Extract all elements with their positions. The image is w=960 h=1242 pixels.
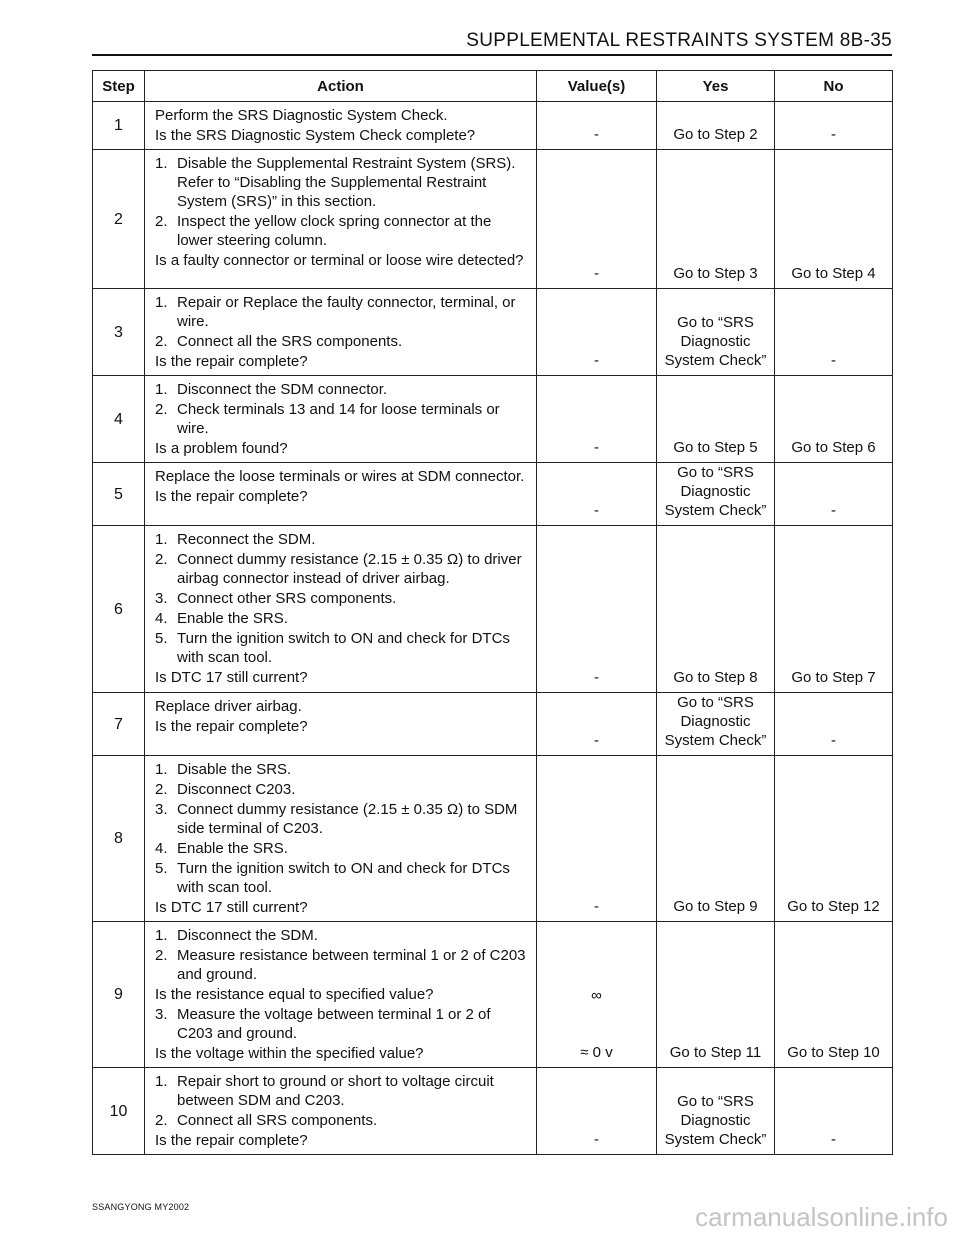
yes-action-text: Go to “SRS Diagnostic System Check” <box>664 464 767 519</box>
action-step-number: 3. <box>155 590 168 607</box>
action-question: Is the resistance equal to specified value? <box>155 986 434 1003</box>
action-cell <box>145 693 537 756</box>
yes-action-text: Go to “SRS Diagnostic System Check” <box>664 1093 767 1148</box>
action-step-number: 1. <box>155 761 168 778</box>
value-cell <box>537 756 657 922</box>
action-step-text: Connect dummy resistance (2.15 ± 0.35 Ω) to driver airbag connector instead of driver airbag. <box>177 551 522 587</box>
no-cell <box>775 376 893 463</box>
action-step-number: 4. <box>155 840 168 857</box>
yes-action-text: Go to Step 5 <box>673 439 758 456</box>
action-step-item <box>155 1111 530 1130</box>
action-question: Is the repair complete? <box>155 718 308 735</box>
yes-cell <box>657 463 775 526</box>
action-step-number: 2. <box>155 333 168 350</box>
step-number: 1 <box>93 102 145 150</box>
action-step-item <box>155 800 530 838</box>
table-row <box>93 526 893 693</box>
action-step-text: Turn the ignition switch to ON and check for DTCs with scan tool. <box>177 630 510 666</box>
step-number: 6 <box>93 526 145 693</box>
value-cell <box>537 289 657 376</box>
action-cell <box>145 102 537 150</box>
action-step-text: Enable the SRS. <box>177 610 288 627</box>
no-action-text: Go to Step 7 <box>791 669 876 686</box>
action-cell <box>145 150 537 289</box>
diagnostic-table <box>92 70 893 1155</box>
action-step-text: Enable the SRS. <box>177 840 288 857</box>
column-header-yes: Yes <box>657 71 775 102</box>
action-step-item <box>155 550 530 588</box>
step-number: 9 <box>93 922 145 1068</box>
action-step-number: 1. <box>155 1073 168 1090</box>
table-row <box>93 1068 893 1155</box>
yes-action-text: Go to “SRS Diagnostic System Check” <box>664 694 767 749</box>
yes-cell <box>657 693 775 756</box>
no-action-text: Go to Step 12 <box>787 898 880 915</box>
value-text: - <box>594 732 599 749</box>
column-header-step: Step <box>93 71 145 102</box>
action-step-item <box>155 1005 530 1043</box>
action-cell <box>145 376 537 463</box>
value-text: ∞ <box>591 987 602 1004</box>
yes-cell <box>657 526 775 693</box>
value-text: - <box>594 352 599 369</box>
action-question: Is the repair complete? <box>155 353 308 370</box>
action-step-number: 2. <box>155 947 168 964</box>
step-number: 2 <box>93 150 145 289</box>
action-step-number: 5. <box>155 630 168 647</box>
action-step-text: Reconnect the SDM. <box>177 531 316 548</box>
yes-action-text: Go to Step 9 <box>673 898 758 915</box>
table-body <box>93 102 893 1155</box>
action-step-text: Measure resistance between terminal 1 or 2 of C203 and ground. <box>177 947 526 983</box>
action-cell <box>145 289 537 376</box>
action-step-text: Disable the SRS. <box>177 761 292 778</box>
action-step-item <box>155 530 530 549</box>
action-step-item <box>155 332 530 351</box>
action-step-item <box>155 839 530 858</box>
action-step-item <box>155 780 530 799</box>
action-step-number: 3. <box>155 1006 168 1023</box>
yes-action-text: Go to Step 3 <box>673 265 758 282</box>
value-text: - <box>594 669 599 686</box>
footer-brand: SSANGYONG MY2002 <box>92 1202 190 1212</box>
action-step-number: 2. <box>155 781 168 798</box>
step-number: 8 <box>93 756 145 922</box>
no-cell <box>775 1068 893 1155</box>
value-text: - <box>594 898 599 915</box>
no-action-text: - <box>831 352 836 369</box>
column-header-values: Value(s) <box>537 71 657 102</box>
value-cell <box>537 463 657 526</box>
step-number: 3 <box>93 289 145 376</box>
action-step-item <box>155 609 530 628</box>
action-step-item <box>155 212 530 250</box>
table-row <box>93 376 893 463</box>
action-step-text: Disconnect C203. <box>177 781 296 798</box>
no-cell <box>775 756 893 922</box>
table-header-row <box>93 71 893 102</box>
action-step-number: 1. <box>155 294 168 311</box>
action-step-text: Measure the voltage between terminal 1 or 2 of C203 and ground. <box>177 1006 491 1042</box>
action-step-text: Repair short to ground or short to voltage circuit between SDM and C203. <box>177 1073 494 1109</box>
action-question: Is DTC 17 still current? <box>155 899 308 916</box>
value-cell <box>537 1068 657 1155</box>
action-step-number: 1. <box>155 531 168 548</box>
value-cell <box>537 376 657 463</box>
action-step-text: Connect all SRS components. <box>177 1112 378 1129</box>
header-rule <box>92 54 892 56</box>
value-text: - <box>594 126 599 143</box>
action-step-text: Disconnect the SDM. <box>177 927 318 944</box>
action-step-text: Inspect the yellow clock spring connector at the lower steering column. <box>177 213 492 249</box>
action-step-item <box>155 589 530 608</box>
no-cell <box>775 463 893 526</box>
table-row <box>93 756 893 922</box>
no-action-text: - <box>831 1131 836 1148</box>
action-question: Is the repair complete? <box>155 488 308 505</box>
value-spacer <box>540 1005 653 1043</box>
value-cell <box>537 102 657 150</box>
action-step-number: 5. <box>155 860 168 877</box>
column-header-no: No <box>775 71 893 102</box>
action-question: Replace driver airbag. <box>155 698 302 715</box>
action-step-text: Connect other SRS components. <box>177 590 397 607</box>
yes-action-text: Go to Step 8 <box>673 669 758 686</box>
action-question: Is the repair complete? <box>155 1132 308 1149</box>
action-step-text: Turn the ignition switch to ON and check for DTCs with scan tool. <box>177 860 510 896</box>
value-cell <box>537 150 657 289</box>
action-question: Is DTC 17 still current? <box>155 669 308 686</box>
action-step-number: 2. <box>155 1112 168 1129</box>
table-row <box>93 150 893 289</box>
action-step-number: 1. <box>155 927 168 944</box>
action-question: Is a faulty connector or terminal or loose wire detected? <box>155 252 524 269</box>
no-cell <box>775 289 893 376</box>
no-cell <box>775 922 893 1068</box>
table-row <box>93 922 893 1068</box>
no-action-text: - <box>831 732 836 749</box>
action-cell <box>145 463 537 526</box>
action-question: Is a problem found? <box>155 440 288 457</box>
column-header-action: Action <box>145 71 537 102</box>
action-question: Replace the loose terminals or wires at SDM connector. <box>155 468 525 485</box>
action-cell <box>145 922 537 1068</box>
action-step-text: Connect all the SRS components. <box>177 333 403 350</box>
no-cell <box>775 150 893 289</box>
table-row <box>93 463 893 526</box>
action-step-item <box>155 760 530 779</box>
step-number: 7 <box>93 693 145 756</box>
watermark: carmanualsonline.info <box>695 1202 948 1232</box>
yes-action-text: Go to “SRS Diagnostic System Check” <box>664 314 767 369</box>
no-action-text: - <box>831 126 836 143</box>
action-step-text: Connect dummy resistance (2.15 ± 0.35 Ω) to SDM side terminal of C203. <box>177 801 518 837</box>
yes-cell <box>657 150 775 289</box>
action-step-text: Disable the Supplemental Restraint System (SRS). Refer to “Disabling the Supplemental Restraint System (SRS)” in this section. <box>177 155 516 210</box>
action-step-item <box>155 293 530 331</box>
action-step-number: 1. <box>155 381 168 398</box>
action-step-item <box>155 859 530 897</box>
action-step-text: Repair or Replace the faulty connector, terminal, or wire. <box>177 294 516 330</box>
action-step-number: 2. <box>155 401 168 418</box>
value-cell <box>537 526 657 693</box>
step-number: 5 <box>93 463 145 526</box>
value-text: - <box>594 1131 599 1148</box>
table-row <box>93 693 893 756</box>
table-row <box>93 289 893 376</box>
no-action-text: - <box>831 502 836 519</box>
yes-cell <box>657 1068 775 1155</box>
yes-cell <box>657 376 775 463</box>
action-step-item <box>155 629 530 667</box>
yes-action-text: Go to Step 2 <box>673 126 758 143</box>
no-cell <box>775 102 893 150</box>
no-action-text: Go to Step 4 <box>791 265 876 282</box>
action-step-item <box>155 400 530 438</box>
action-step-number: 2. <box>155 551 168 568</box>
action-step-item <box>155 926 530 945</box>
no-action-text: Go to Step 10 <box>787 1044 880 1061</box>
action-step-item <box>155 380 530 399</box>
action-step-number: 4. <box>155 610 168 627</box>
action-step-number: 2. <box>155 213 168 230</box>
step-number: 4 <box>93 376 145 463</box>
action-step-item <box>155 946 530 984</box>
action-cell <box>145 526 537 693</box>
no-cell <box>775 526 893 693</box>
step-number: 10 <box>93 1068 145 1155</box>
action-step-number: 3. <box>155 801 168 818</box>
yes-action-text: Go to Step 11 <box>669 1044 762 1061</box>
value-cell <box>537 693 657 756</box>
no-cell <box>775 693 893 756</box>
action-step-text: Check terminals 13 and 14 for loose terminals or wire. <box>177 401 500 437</box>
value-text: - <box>594 439 599 456</box>
action-step-number: 1. <box>155 155 168 172</box>
action-step-text: Disconnect the SDM connector. <box>177 381 388 398</box>
action-question: Is the SRS Diagnostic System Check complete? <box>155 127 476 144</box>
action-cell <box>145 756 537 922</box>
page-header-title: SUPPLEMENTAL RESTRAINTS SYSTEM 8B-35 <box>466 30 892 51</box>
yes-cell <box>657 922 775 1068</box>
value-text: ≈ 0 v <box>580 1044 613 1061</box>
value-text: - <box>594 502 599 519</box>
action-question: Perform the SRS Diagnostic System Check. <box>155 107 448 124</box>
action-question: Is the voltage within the specified value? <box>155 1045 424 1062</box>
action-step-item <box>155 154 530 211</box>
action-cell <box>145 1068 537 1155</box>
table-row <box>93 102 893 150</box>
value-cell <box>537 922 657 1068</box>
value-text: - <box>594 265 599 282</box>
action-step-item <box>155 1072 530 1110</box>
yes-cell <box>657 102 775 150</box>
yes-cell <box>657 756 775 922</box>
yes-cell <box>657 289 775 376</box>
no-action-text: Go to Step 6 <box>791 439 876 456</box>
